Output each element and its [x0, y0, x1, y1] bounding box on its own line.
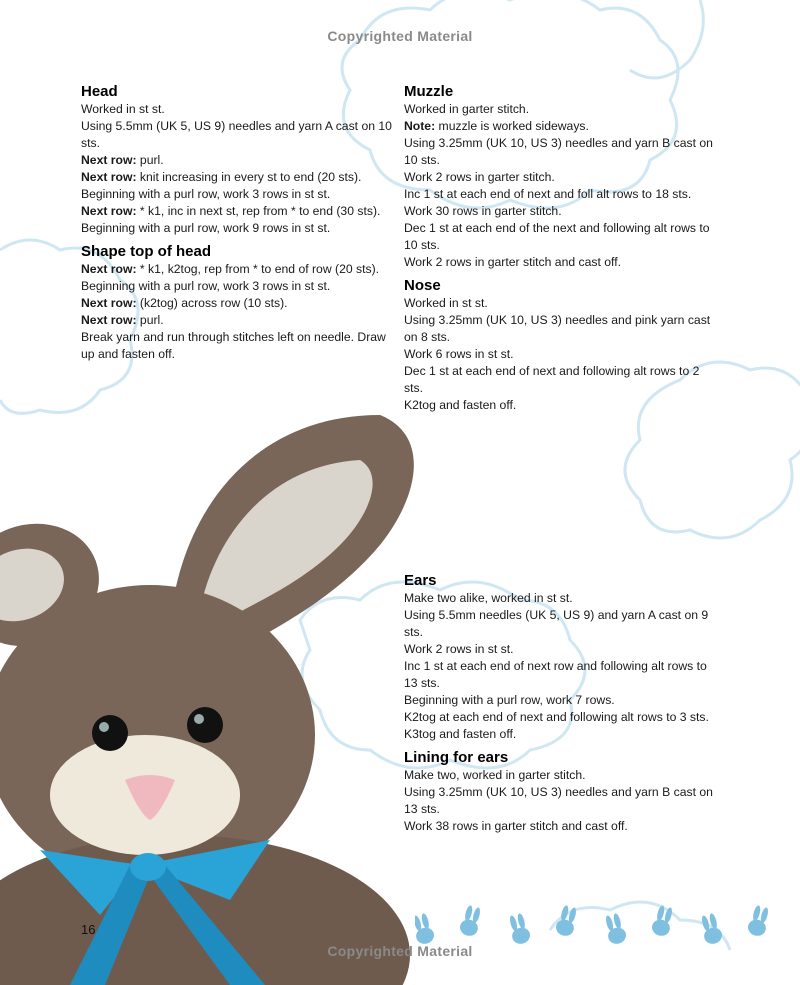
instruction-text: Worked in garter stitch.: [404, 102, 530, 116]
bunny-silhouette-icon: [603, 912, 628, 946]
instruction-text: Inc 1 st at each end of next row and following alt rows to 13 sts.: [404, 659, 707, 690]
instruction-label: Next row:: [81, 313, 137, 327]
instruction-label: Next row:: [81, 262, 137, 276]
bunny-silhouette-icon: [507, 912, 532, 946]
section-lining: [404, 749, 714, 835]
instruction-text: Work 6 rows in st st.: [404, 347, 514, 361]
instruction-text: K2tog at each end of next and following alt rows to 3 sts.: [404, 710, 709, 724]
section-ears: [404, 572, 714, 743]
instruction-line: [404, 784, 714, 818]
instruction-text: Work 30 rows in garter stitch.: [404, 204, 562, 218]
instruction-text: Beginning with a purl row, work 9 rows in st st.: [81, 221, 331, 235]
instruction-list: [81, 261, 401, 363]
instruction-line: [81, 329, 401, 363]
copyright-footer: Copyrighted Material: [327, 943, 473, 959]
instruction-text: (k2tog) across row (10 sts).: [136, 296, 288, 310]
instruction-text: Beginning with a purl row, work 3 rows in st st.: [81, 279, 331, 293]
instruction-text: Work 2 rows in st st.: [404, 642, 514, 656]
instruction-text: Using 5.5mm needles (UK 5, US 9) and yarn A cast on 9 sts.: [404, 608, 709, 639]
instruction-line: [81, 295, 401, 312]
section-title: Shape top of head: [81, 243, 212, 260]
instruction-text: Using 3.25mm (UK 10, US 3) needles and yarn B cast on 10 sts.: [404, 136, 713, 167]
instruction-line: [404, 726, 714, 743]
bunny-silhouette-icon: [458, 904, 483, 938]
instruction-line: [404, 101, 714, 118]
instruction-text: Worked in st st.: [81, 102, 165, 116]
instruction-line: [81, 203, 401, 220]
instruction-line: [404, 135, 714, 169]
instruction-list: [81, 101, 401, 237]
instruction-label: Next row:: [81, 153, 137, 167]
instruction-line: [404, 590, 714, 607]
right-column: [404, 83, 714, 420]
instruction-text: * k1, inc in next st, rep from * to end (30 sts).: [136, 204, 381, 218]
instruction-line: [404, 818, 714, 835]
instruction-line: [81, 220, 401, 237]
instruction-line: [81, 118, 401, 152]
instruction-text: Inc 1 st at each end of next and foll alt rows to 18 sts.: [404, 187, 692, 201]
instruction-text: Work 2 rows in garter stitch and cast off.: [404, 255, 621, 269]
instruction-line: [404, 203, 714, 220]
instruction-label: Next row:: [81, 170, 137, 184]
instruction-line: [81, 278, 401, 295]
instruction-line: [404, 312, 714, 346]
section-shape-top: [81, 243, 401, 363]
section-title: Muzzle: [404, 83, 454, 100]
section-title: Nose: [404, 277, 441, 294]
instruction-line: [404, 118, 714, 135]
instruction-text: purl.: [136, 313, 164, 327]
right-column-lower: [404, 572, 714, 841]
instruction-line: [404, 607, 714, 641]
instruction-line: [404, 658, 714, 692]
instruction-text: K2tog and fasten off.: [404, 398, 517, 412]
instruction-text: knit increasing in every st to end (20 sts).: [136, 170, 362, 184]
instruction-text: Make two, worked in garter stitch.: [404, 768, 586, 782]
instruction-text: muzzle is worked sideways.: [435, 119, 589, 133]
copyright-header: Copyrighted Material: [327, 28, 473, 44]
instruction-list: [404, 295, 714, 414]
instruction-line: [404, 220, 714, 254]
instruction-line: [81, 152, 401, 169]
instruction-line: [404, 397, 714, 414]
instruction-text: Work 2 rows in garter stitch.: [404, 170, 555, 184]
instruction-text: K3tog and fasten off.: [404, 727, 517, 741]
instruction-text: Dec 1 st at each end of next and following alt rows to 2 sts.: [404, 364, 700, 395]
instruction-text: * k1, k2tog, rep from * to end of row (20 sts).: [136, 262, 380, 276]
instruction-line: [404, 254, 714, 271]
instruction-line: [81, 101, 401, 118]
instruction-label: Next row:: [81, 296, 137, 310]
instruction-line: [404, 692, 714, 709]
section-title: Ears: [404, 572, 437, 589]
instruction-line: [404, 363, 714, 397]
instruction-text: Make two alike, worked in st st.: [404, 591, 573, 605]
instruction-label: Next row:: [81, 204, 137, 218]
instruction-text: Using 3.25mm (UK 10, US 3) needles and yarn B cast on 13 sts.: [404, 785, 713, 816]
instruction-list: [404, 590, 714, 743]
knitted-bunny-photo: [0, 395, 440, 985]
instruction-text: Using 3.25mm (UK 10, US 3) needles and pink yarn cast on 8 sts.: [404, 313, 711, 344]
footer-bunny-decoration: [415, 898, 800, 948]
instruction-line: [404, 346, 714, 363]
instruction-label: Note:: [404, 119, 436, 133]
instruction-line: [404, 295, 714, 312]
bunny-silhouette-icon: [650, 904, 675, 938]
instruction-line: [404, 641, 714, 658]
instruction-line: [404, 186, 714, 203]
instruction-text: purl.: [136, 153, 164, 167]
section-title: Head: [81, 83, 118, 100]
instruction-list: [404, 767, 714, 835]
instruction-text: Using 5.5mm (UK 5, US 9) needles and yarn A cast on 10 sts.: [81, 119, 392, 150]
page-number: 16: [81, 922, 96, 937]
instruction-line: [404, 767, 714, 784]
bunny-silhouette-icon: [699, 912, 724, 946]
instruction-text: Beginning with a purl row, work 3 rows in st st.: [81, 187, 331, 201]
section-head: [81, 83, 401, 237]
section-nose: [404, 277, 714, 414]
instruction-list: [404, 101, 714, 271]
bunny-silhouette-icon: [746, 904, 771, 938]
instruction-line: [81, 312, 401, 329]
section-title: Lining for ears: [404, 749, 509, 766]
instruction-line: [81, 261, 401, 278]
section-muzzle: [404, 83, 714, 271]
instruction-line: [81, 186, 401, 203]
instruction-text: Worked in st st.: [404, 296, 488, 310]
bunny-silhouette-icon: [554, 904, 579, 938]
instruction-text: Break yarn and run through stitches left on needle. Draw up and fasten off.: [81, 330, 386, 361]
instruction-text: Beginning with a purl row, work 7 rows.: [404, 693, 615, 707]
instruction-text: Dec 1 st at each end of the next and following alt rows to 10 sts.: [404, 221, 710, 252]
instruction-line: [404, 709, 714, 726]
instruction-text: Work 38 rows in garter stitch and cast off.: [404, 819, 628, 833]
instruction-line: [404, 169, 714, 186]
left-column: [81, 83, 401, 369]
instruction-line: [81, 169, 401, 186]
bunny-silhouette-icon: [415, 912, 436, 946]
